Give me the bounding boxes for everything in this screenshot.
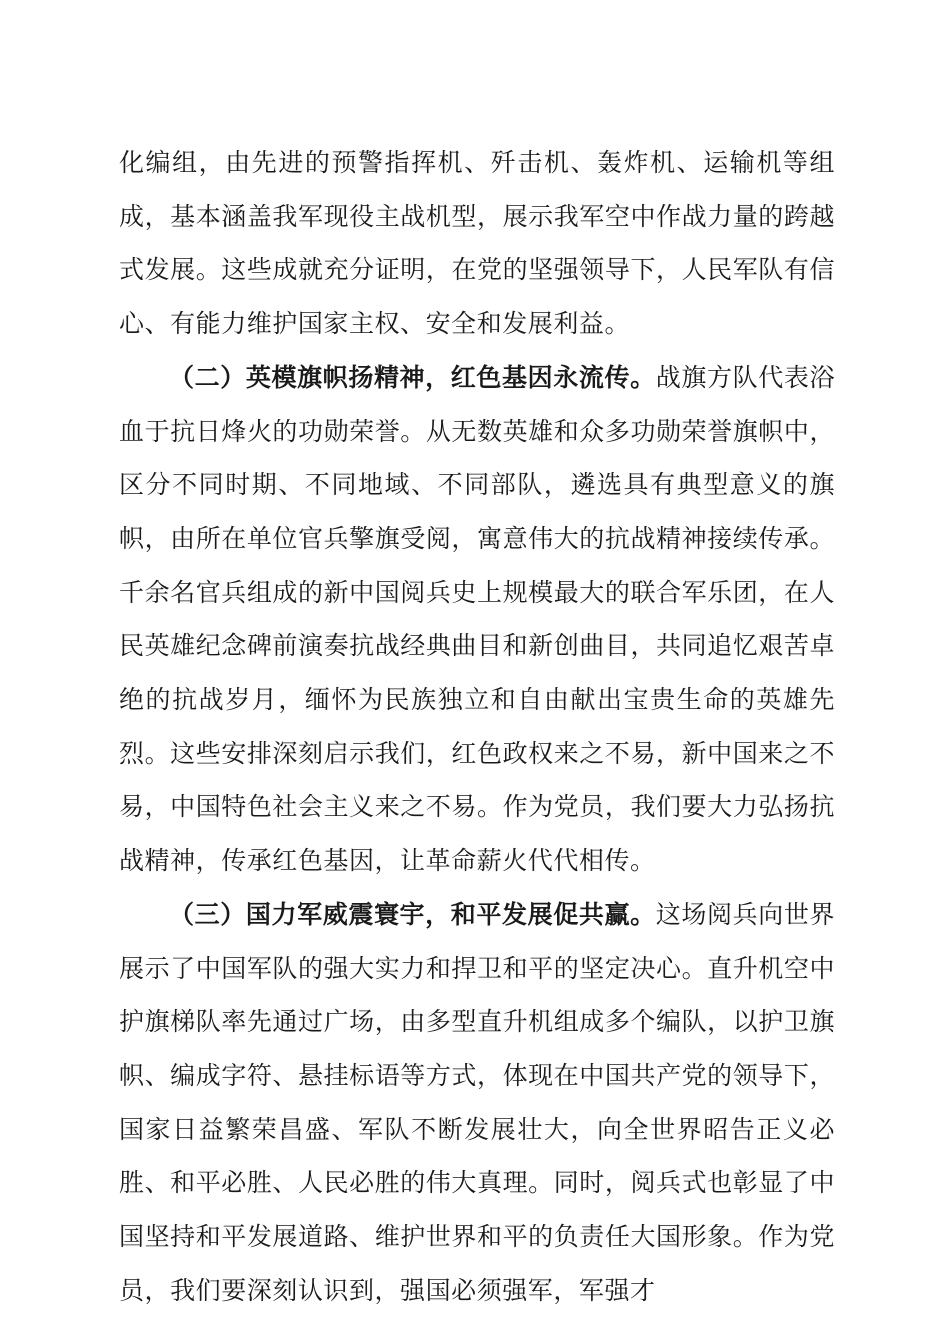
section-3-heading: （三）国力军威震寰宇，和平发展促共赢。 xyxy=(169,899,656,929)
section-2-text: 战旗方队代表浴血于抗日烽火的功勋荣誉。从无数英雄和众多功勋荣誉旗帜中，区分不同时期、不同地域、不同部队，遴选具有典型意义的旗帜，由所在单位官兵擎旗受阅，寓意伟大的抗战精神接续传承。千余名官兵组成的新中国阅兵史上规模最大的联合军乐团，在人民英雄纪念碑前演奏抗战经典曲目和新创曲目，共同追忆艰苦卓绝的抗战岁月，缅怀为民族独立和自由献出宝贵生命的英雄先烈。这些安排深刻启示我们，红色政权来之不易，新中国来之不易，中国特色社会主义来之不易。作为党员，我们要大力弘扬抗战精神，传承红色基因，让革命薪火代代相传。 xyxy=(119,362,835,876)
paragraph-section-2 xyxy=(119,351,835,888)
paragraph-text: 化编组，由先进的预警指挥机、歼击机、轰炸机、运输机等组成，基本涵盖我军现役主战机型，展示我军空中作战力量的跨越式发展。这些成就充分证明，在党的坚强领导下，人民军队有信心、有能力维护国家主权、安全和发展利益。 xyxy=(119,148,835,339)
section-2-heading: （二）英模旗帜扬精神，红色基因永流传。 xyxy=(169,362,656,392)
section-3-text: 这场阅兵向世界展示了中国军队的强大实力和捍卫和平的坚定决心。直升机空中护旗梯队率先通过广场，由多型直升机组成多个编队，以护卫旗帜、编成字符、悬挂标语等方式，体现在中国共产党的领导下，国家日益繁荣昌盛、军队不断发展壮大，向全世界昭告正义必胜、和平必胜、人民必胜的伟大真理。同时，阅兵式也彰显了中国坚持和平发展道路、维护世界和平的负责任大国形象。作为党员，我们要深刻认识到，强国必须强军，军强才 xyxy=(119,899,835,1305)
paragraph-continuation xyxy=(119,136,835,351)
body-text xyxy=(119,136,835,1317)
paragraph-section-3 xyxy=(119,888,835,1318)
